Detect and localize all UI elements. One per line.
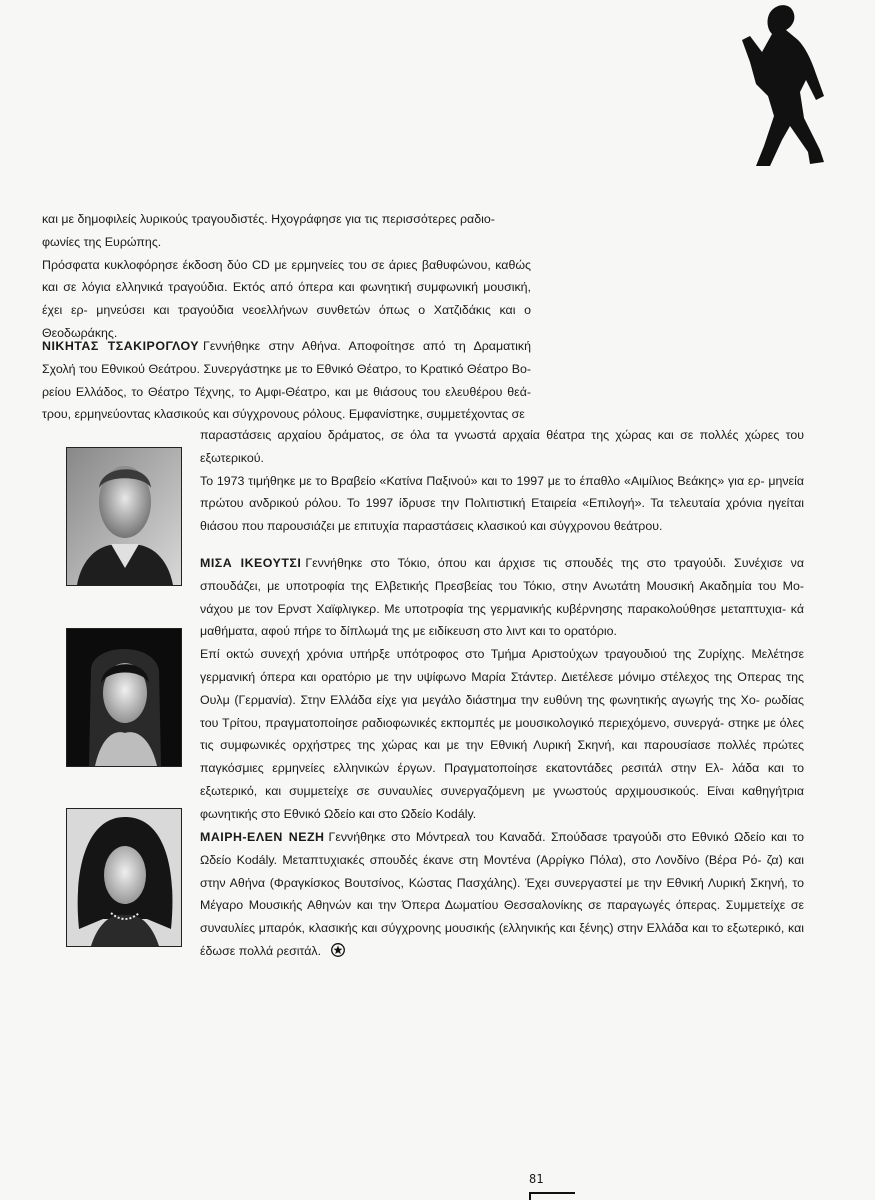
tsakiroglou-name: ΝΙΚΗΤΑΣ ΤΣΑΚΙΡΟΓΛΟΥ xyxy=(42,339,200,353)
tsakiroglou-text-narrow: παραστάσεις αρχαίου δράματος, σε όλα τα γνωστά αρχαία θέατρα της χώρας και σε πολλές χώρες του εξωτερικού. xyxy=(200,428,804,465)
running-figure-silhouette xyxy=(720,0,830,168)
page-number-tick xyxy=(529,1192,531,1200)
nezi-name: ΜΑΙΡΗ-ΕΛΕΝ ΝΕΖΗ xyxy=(200,830,325,844)
tsakiroglou-bio-wide xyxy=(42,335,531,426)
tsakiroglou-text-narrow-2: Το 1973 τιμήθηκε με το Βραβείο «Κατίνα Παξινού» και το 1997 με το έπαθλο «Αιμίλιος Βεάκης» για ερ- μηνεία πρώτου ανδρικού ρόλου. Το 1997 ίδρυσε την Πολιτιστική Εταιρεία «Επιλογή». Τα τελευταία χρόνια ηγείται θιάσου που παρουσιάζει με επιτυχία παραστάσεις κλασικού και σύγχρονου θεάτρου. xyxy=(200,473,804,534)
page-number: 81 xyxy=(529,1172,544,1186)
end-mark-icon xyxy=(331,942,345,956)
intro-line-2: φωνίες της Ευρώπης. xyxy=(42,234,162,249)
ikeoutsi-name: ΜΙΣΑ ΙΚΕΟΥΤΣΙ xyxy=(200,556,302,570)
page-number-rule xyxy=(529,1192,575,1194)
ikeoutsi-bio xyxy=(200,552,804,826)
ikeoutsi-photo xyxy=(66,628,182,767)
ikeoutsi-text-1: Γεννήθηκε στο Τόκιο, όπου και άρχισε τις σπουδές της στο τραγούδι. Συνέχισε να σπουδάζει, με υποτροφία της Ελβετικής Πρεσβείας του Τόκιο, στην Ανωτάτη Μουσική Ακαδημία του Μο- νάχου με τον Ερνστ Χαϊφλιγκερ. Με υποτροφία της γερμανικής κυβέρνησης παρακολούθησε μεταπτυχια- κά μαθήματα, αφού πήρε το δίπλωμά της με ειδίκευση στο λιντ και το ορατόριο. xyxy=(200,556,804,639)
tsakiroglou-bio-narrow xyxy=(200,424,804,538)
nezi-photo xyxy=(66,808,182,947)
intro-line-1: και με δημοφιλείς λυρικούς τραγουδιστές. Ηχογράφησε για τις περισσότερες ραδιο- xyxy=(42,212,495,226)
ikeoutsi-text-2: Επί οκτώ συνεχή χρόνια υπήρξε υπότροφος στο Τμήμα Αριστούχων τραγουδιού της Ζυρίχης. Μελέτησε γερμανική όπερα και ορατόριο με την υψίφωνο Μαρία Στάντερ. Διετέλεσε μόνιμο στέλεχος της Οπερας της Ουλμ (Γερμανία). Στην Ελλάδα είχε για μεγάλο διάστημα την ευθύνη της φωνητικής αγωγής της Χο- ρωδίας του Τρίτου, πραγματοποίησε ραδιοφωνικές εκπομπές με μουσικολογικό περιεχόμενο, συνεργά- στηκε με όλες τις συμφωνικές ορχήστρες της χώρας και με την Εθνική Λυρική Σκηνή, και παρουσίασε πολλές πρώτες παγκόσμιες ερμηνείες ελληνικών έργων. Πραγματοποίησε εκατοντάδες ρεσιτάλ στην Ελ- λάδα και το εξωτερικό, και συμμετείχε σε συναυλίες συνεργαζόμενη με γνωστούς αρχιμουσικούς. Είναι καθηγήτρια φωνητικής στο Εθνικό Ωδείο και στο Ωδείο Kodály. xyxy=(200,647,804,821)
tsakiroglou-photo xyxy=(66,447,182,586)
intro-block xyxy=(42,208,531,345)
tsakiroglou-text-wide: Γεννήθηκε στην Αθήνα. Αποφοίτησε από τη Δραματική Σχολή του Εθνικού Θεάτρου. Συνεργάστηκε με το Εθνικό Θέατρο, το Κρατικό Θέατρο Βο- ρείου Ελλάδος, το Θέατρο Τέχνης, το Αμφι-Θέατρο, και με θιάσους του ελευθέρου θεά- τρου, ερμηνεύοντας κλασικούς και σύγχρονους ρόλους. Εμφανίστηκε, συμμετέχοντας σε xyxy=(42,339,531,422)
intro-paragraph-2: Πρόσφατα κυκλοφόρησε έκδοση δύο CD με ερμηνείες του σε άριες βαθυφώνου, καθώς και σε λόγια ελληνικά τραγούδια. Εκτός από όπερα και φωνητική συμφωνική μουσική, έχει ερ- μηνεύσει και τραγούδια νεοελλήνων συνθετών όπως ο Χατζιδάκις και ο Θεοδωράκης. xyxy=(42,257,531,340)
nezi-text: Γεννήθηκε στο Μόντρεαλ του Καναδά. Σπούδασε τραγούδι στο Εθνικό Ωδείο και το Ωδείο Kodály. Μεταπτυχιακές σπουδές έκανε στη Μοντένα (Αρρίγκο Πόλα), στο Λονδίνο (Βέρα Ρό- ζα) και στην Αθήνα (Φραγκίσκος Βουτσίνος, Κώστας Πασχάλης). Έχει συνεργαστεί με την Εθνική Λυρική Σκηνή, το Μέγαρο Μουσικής Αθηνών και την Όπερα Δωματίου Θεσσαλονίκης σε παραγωγές όπερας. Συμμετείχε σε συναυλίες μπαρόκ, κλασικής και σύγχρονης μουσικής (ελληνικής και ξένης) στην Ελλάδα και το εξωτερικό, και έδωσε πολλά ρεσιτάλ. xyxy=(200,830,804,958)
nezi-bio xyxy=(200,826,804,963)
